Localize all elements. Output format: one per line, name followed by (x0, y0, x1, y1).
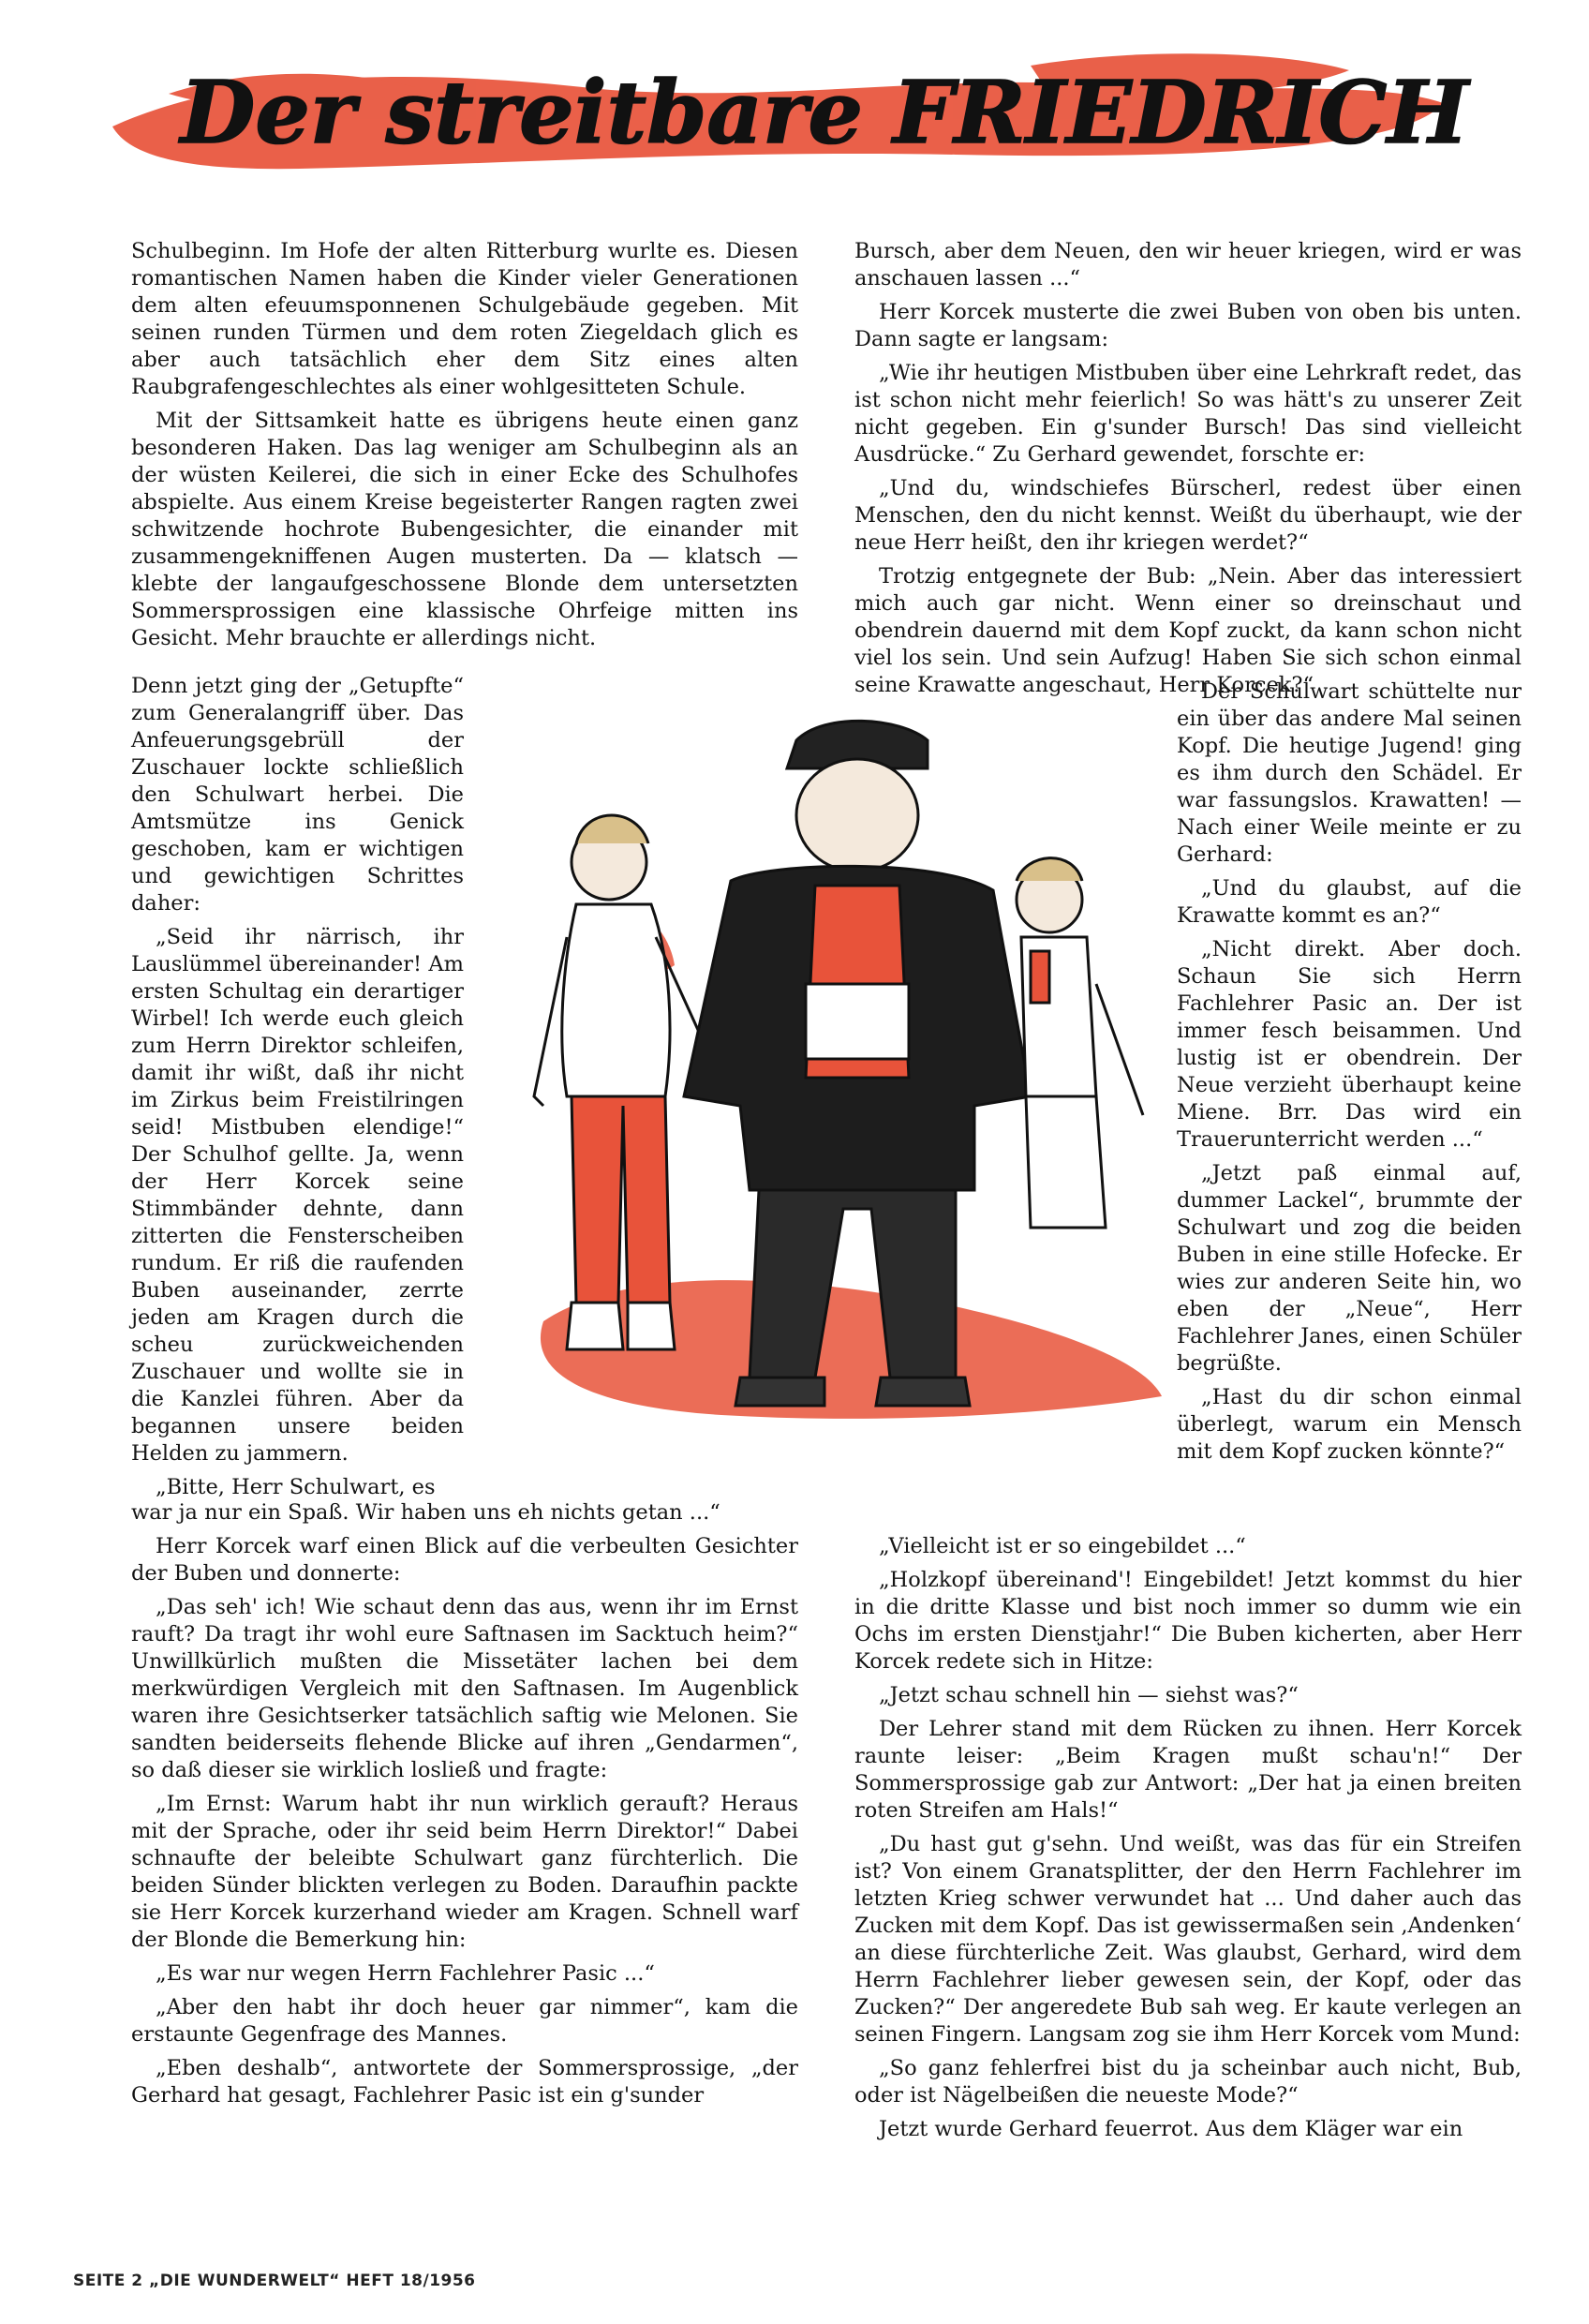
paragraph: „Jetzt schau schnell hin — siehst was?“ (879, 1683, 1299, 1707)
paragraph: Der Lehrer stand mit dem Rücken zu ihnen. Herr Korcek raunte leiser: „Beim Kragen mußt schau'n!“ Der Sommersprossige gab zur Antwort: „Der hat ja einen breiten roten Streifen am Hals!“ (854, 1717, 1522, 1823)
paragraph: „Jetzt paß einmal auf, dummer Lackel“, brummte der Schulwart und zog die beiden Buben in eine stille Hofecke. Er wies zur anderen Seite hin, wo eben der „Neue“, Herr Fachlehrer Janes, einen Schüler begrüßte. (1177, 1161, 1522, 1376)
article-right-top (854, 238, 1522, 706)
paragraph: Herr Korcek musterte die zwei Buben von oben bis unten. Dann sagte er langsam: (854, 300, 1522, 351)
paragraph: Trotzig entgegnete der Bub: „Nein. Aber das interessiert mich auch gar nicht. Wenn einer so dreinschaut und obendrein dauernd mit dem Kopf zuckt, da kann schon nicht viel los sein. Und sein Aufzug! Haben Sie sich schon einmal seine Krawatte angeschaut, Herr Korcek?“ (854, 564, 1522, 697)
paragraph: „Nicht direkt. Aber doch. Schaun Sie sich Herrn Fachlehrer Pasic an. Der ist immer fesch beisammen. Und lustig ist er obendrein. Der Neue verzieht überhaupt keine Miene. Brr. Das wird ein Trauerunterricht werden ...“ (1177, 937, 1522, 1152)
paragraph: „Im Ernst: Warum habt ihr nun wirklich gerauft? Heraus mit der Sprache, oder ihr seid beim Herrn Direktor!“ Dabei schnaufte der beleibte Schulwart ganz fürchterlich. Die beiden Sünder blickten verlegen zu Boden. Daraufhin packte sie Herr Korcek kurzerhand wieder am Kragen. Schnell warf der Blonde die Bemerkung hin: (131, 1792, 798, 1952)
paragraph: Herr Korcek warf einen Blick auf die verbeulten Gesichter der Buben und donnerte: (131, 1534, 798, 1586)
article-left-mid (131, 673, 464, 1508)
paragraph: „Wie ihr heutigen Mistbuben über eine Lehrkraft redet, das ist schon nicht mehr feierlich! So was hätt's zu unserer Zeit nicht gegeben. Ein g'sunder Bursch! Das sind vielleicht Ausdrücke.“ Zu Gerhard gewendet, forschte er: (854, 361, 1522, 467)
paragraph: „Eben deshalb“, antwortete der Sommersprossige, „der Gerhard hat gesagt, Fachlehrer Pasic ist ein g'sunder (131, 2056, 798, 2108)
article-left-top (131, 238, 798, 659)
paragraph: „Es war nur wegen Herrn Fachlehrer Pasic ...“ (156, 1961, 655, 1986)
left-boy-figure (534, 815, 703, 1349)
paragraph: „Das seh' ich! Wie schaut denn das aus, wenn ihr im Ernst rauft? Da tragt ihr wohl eure Saftnasen im Sacktuch heim?“ Unwillkürlich mußten die Missetäter lachen bei dem merkwürdigen Vergleich mit den Saftnasen. Im Augenblick waren ihre Gesichtserker tatsächlich saftig wie Melonen. Sie sandten beiderseits flehende Blicke auf ihren „Gendarmen“, so daß dieser sie wirklich losließ und fragte: (131, 1595, 798, 1782)
paragraph: „Und du, windschiefes Bürscherl, redest über einen Menschen, den du nicht kennst. Weißt du überhaupt, wie der neue Herr heißt, den ihr kriegen werdet?“ (854, 476, 1522, 555)
paragraph: „Seid ihr närrisch, ihr Lauslümmel übereinander! Am ersten Schultag ein derartiger Wirbel! Ich werde euch gleich zum Herrn Direktor schleifen, damit ihr wißt, daß ihr nicht im Zirkus beim Freistilringen seid! Mistbuben elendige!“ Der Schulhof gellte. Ja, wenn der Herr Korcek seine Stimmbänder dehnte, dann zitterten die Fensterscheiben rundum. Er riß die raufenden Buben auseinander, zerrte jeden am Kragen durch die scheu zurückweichenden Zuschauer und wollte sie in die Kanzlei führen. Aber da begannen unsere beiden Helden zu jammern. (131, 925, 464, 1466)
paragraph: Denn jetzt ging der „Getupfte“ zum Generalangriff über. Das Anfeuerungsgebrüll der Zuschauer lockte schließlich den Schulwart herbei. Die Amtsmütze ins Genick geschoben, kam er wichtigen und gewichtigen Schrittes daher: (131, 674, 464, 916)
paragraph: Jetzt wurde Gerhard feuerrot. Aus dem Kläger war ein (879, 2117, 1463, 2141)
paragraph: Der Schulwart schüttelte nur ein über das andere Mal seinen Kopf. Die heutige Jugend! ging es ihm durch den Schädel. Er war fassungslos. Krawatten! — Nach einer Weile meinte er zu Gerhard: (1177, 679, 1522, 867)
right-boy-figure (1017, 858, 1143, 1228)
paragraph: „Aber den habt ihr doch heuer gar nimmer“, kam die erstaunte Gegenfrage des Mannes. (131, 1995, 798, 2047)
paragraph: war ja nur ein Spaß. Wir haben uns eh nichts getan ...“ (131, 1500, 720, 1525)
article-right-bottom (854, 1533, 1522, 2150)
paragraph: Schulbeginn. Im Hofe der alten Ritterburg wurlte es. Diesen romantischen Namen haben die Kinder vieler Generationen dem alten efeuumsponnenen Schulgebäude gegeben. Mit seinen runden Türmen und dem roten Ziegeldach glich es aber auch tatsächlich eher dem Sitz eines alten Raubgrafengeschlechtes als einer wohlgesitteten Schule. (131, 239, 798, 399)
title-banner (112, 19, 1537, 187)
article-right-mid (1177, 678, 1522, 1472)
paragraph: „Vielleicht ist er so eingebildet ...“ (879, 1534, 1246, 1558)
page-footer: SEITE 2 „DIE WUNDERWELT“ HEFT 18/1956 (73, 2272, 476, 2290)
paragraph: „Bitte, Herr Schulwart, es (156, 1475, 436, 1499)
paragraph: „Und du glaubst, auf die Krawatte kommt es an?“ (1177, 876, 1522, 928)
paragraph: „So ganz fehlerfrei bist du ja scheinbar auch nicht, Bub, oder ist Nägelbeißen die neueste Mode?“ (854, 2056, 1522, 2108)
article-left-bottom (131, 1499, 798, 2116)
title-graphic (112, 37, 1537, 178)
paragraph: „Holzkopf übereinand'! Eingebildet! Jetzt kommst du hier in die dritte Klasse und bist noch immer so dumm wie ein Ochs im ersten Dienstjahr!“ Die Buben kicherten, aber Herr Korcek redete sich in Hitze: (854, 1568, 1522, 1674)
paragraph: Bursch, aber dem Neuen, den wir heuer kriegen, wird er was anschauen lassen ...“ (854, 239, 1522, 290)
title-text: Der streitbare FRIEDRICH (180, 62, 1469, 163)
illustration (487, 703, 1190, 1452)
paragraph: „Hast du dir schon einmal überlegt, warum ein Mensch mit dem Kopf zucken könnte?“ (1177, 1385, 1522, 1464)
paragraph: Mit der Sittsamkeit hatte es übrigens heute einen ganz besonderen Haken. Das lag weniger am Schulbeginn als an der wüsten Keilerei, die sich in einer Ecke des Schulhofes abspielte. Aus einem Kreise begeisterter Rangen ragten zwei schwitzende hochrote Bubengesichter, die einander mit zusammengekniffenen Augen musterten. Da — klatsch — klebte der langaufgeschossene Blonde dem untersetzten Sommersprossigen eine klassische Ohrfeige mitten ins Gesicht. Mehr brauchte er allerdings nicht. (131, 409, 798, 650)
paragraph: „Du hast gut g'sehn. Und weißt, was das für ein Streifen ist? Von einem Granatsplitter, der den Herrn Fachlehrer im letzten Krieg schwer verwundet hat ... Und daher auch das Zucken mit dem Kopf. Das ist gewissermaßen sein ‚Andenken‘ an diese fürchterliche Zeit. Was glaubst, Gerhard, wird dem Herrn Fachlehrer lieber gewesen sein, der Kopf, oder das Zucken?“ Der angeredete Bub sah weg. Er kaute verlegen an seinen Fingern. Langsam zog sie ihm Herr Korcek vom Mund: (854, 1832, 1522, 2047)
